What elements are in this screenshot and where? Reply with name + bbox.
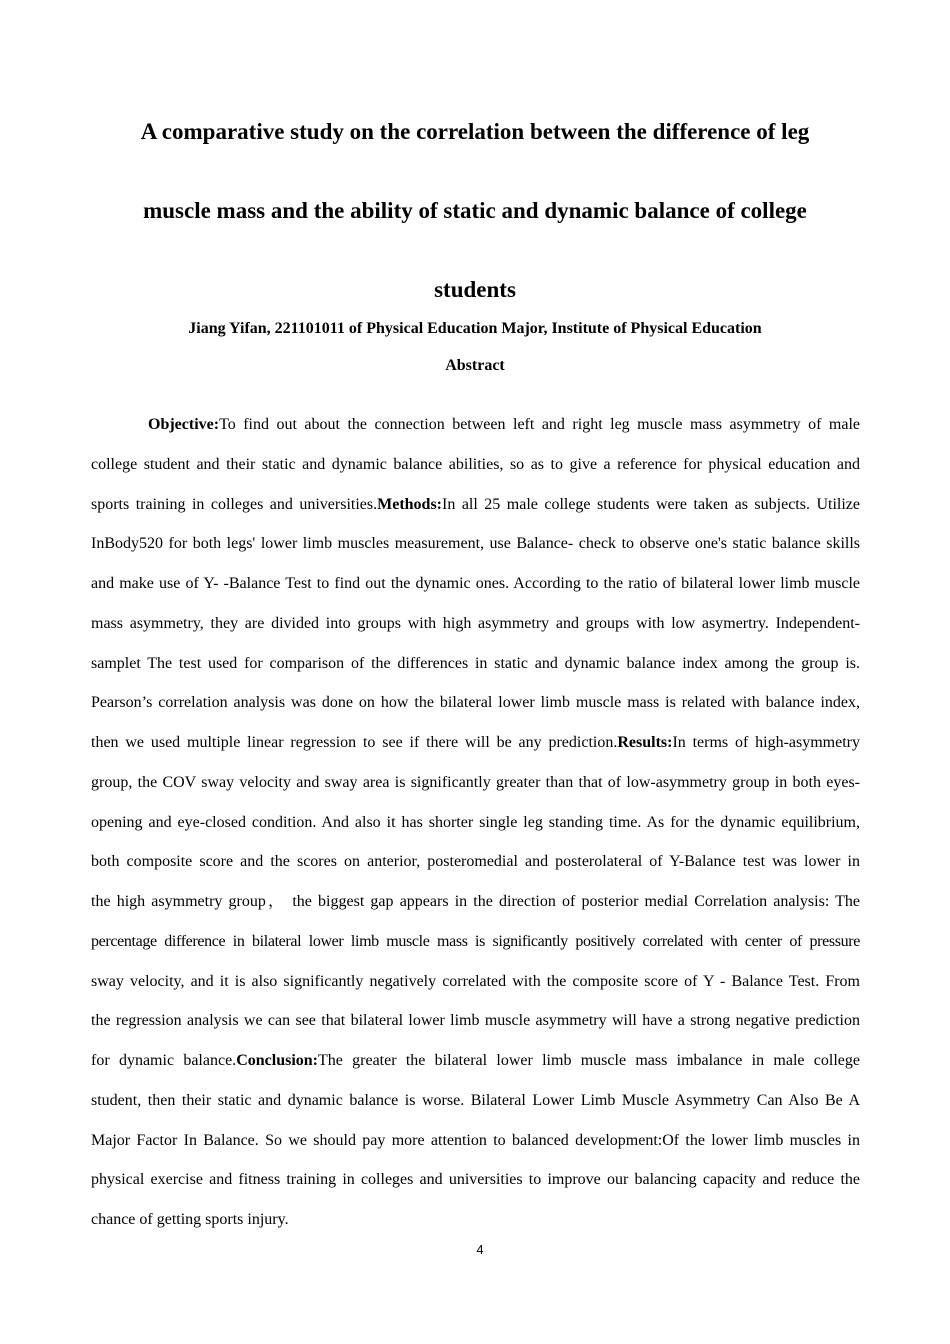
abstract-text: mass asymmetry, they are divided into groups with high asymmetry and groups with low asymertry. Independent- [91,614,860,632]
paper-title [100,92,850,329]
author-line: Jiang Yifan, 221101011 of Physical Education Major, Institute of Physical Education [188,320,762,337]
abstract-text: student, then their static and dynamic balance is worse. Bilateral Lower Limb Muscle Asymmetry Can Also Be A [91,1091,860,1109]
abstract-text: samplet The test used for comparison of the differences in static and dynamic balance index among the group is. [91,654,860,672]
abstract-text: both composite score and the scores on anterior, posteromedial and posterolateral of Y-Balance test was lower in [91,853,860,871]
abstract-text: the high asymmetry group， the biggest gap appears in the direction of posterior medial Correlation analysis: The [91,893,860,910]
abstract-text: sway velocity, and it is also significantly negatively correlated with the composite score of Y - Balance Test. From [91,972,860,990]
abstract-text: opening and eye-closed condition. And also it has shorter single leg standing time. As for the dynamic equilibrium, [91,813,860,831]
abstract-line [91,1121,860,1161]
abstract-line [91,1041,860,1081]
abstract-line [91,485,860,525]
abstract-text: InBody520 for both legs' lower limb muscles measurement, use Balance- check to observe one's static balance skills [91,535,860,553]
abstract-body [91,405,860,1240]
abstract-text: college student and their static and dynamic balance abilities, so as to give a reference for physical education and [91,455,860,473]
abstract-text: percentage difference in bilateral lower limb muscle mass is significantly positively correlated with center of pressure [91,932,860,950]
abstract-line [91,644,860,684]
abstract-line [91,882,860,922]
abstract-text: In all 25 male college students were taken as subjects. Utilize [442,495,861,513]
abstract-line [91,564,860,604]
section-label: Results: [617,734,673,751]
section-label: Conclusion: [236,1052,318,1069]
abstract-line [91,524,860,564]
abstract-line [91,1160,860,1200]
abstract-text: Major Factor In Balance. So we should pay more attention to balanced development:Of the lower limb muscles in [91,1131,860,1149]
abstract-line [91,962,860,1002]
abstract-text: then we used multiple linear regression to see if there will be any prediction. [91,734,618,751]
abstract-line [91,1200,860,1240]
abstract-text: Pearson’s correlation analysis was done on how the bilateral lower limb muscle mass is related with balance index, [91,694,860,712]
abstract-text: the regression analysis we can see that bilateral lower limb muscle asymmetry will have a strong negative prediction [91,1012,860,1030]
abstract-line [91,723,860,763]
abstract-line [91,1001,860,1041]
abstract-line [91,445,860,485]
title-line: A comparative study on the correlation between the difference of leg [140,119,810,144]
page-number: 4 [476,1242,484,1257]
abstract-text: To find out about the connection between left and right leg muscle mass asymmetry of male [219,416,860,433]
section-label: Methods: [377,495,443,513]
abstract-text: sports training in colleges and universities. [91,495,378,513]
abstract-text: chance of getting sports injury. [91,1211,289,1228]
abstract-line [91,763,860,803]
title-line: muscle mass and the ability of static and dynamic balance of college [143,198,807,223]
abstract-text: In terms of high-asymmetry [672,734,860,751]
abstract-text: The greater the bilateral lower limb muscle mass imbalance in male college [317,1052,860,1069]
abstract-line [91,683,860,723]
abstract-text: group, the COV sway velocity and sway area is significantly greater than that of low-asymmetry group in both eyes- [91,773,860,791]
abstract-line [91,842,860,882]
abstract-line [91,803,860,843]
abstract-heading: Abstract [445,357,505,374]
abstract-line [91,604,860,644]
abstract-line [91,405,860,445]
title-line: students [434,277,516,302]
section-label: Objective: [148,416,220,433]
abstract-line [91,922,860,962]
abstract-text: and make use of Y- -Balance Test to find out the dynamic ones. According to the ratio of bilateral lower limb muscle [91,575,860,592]
abstract-text: physical exercise and fitness training in colleges and universities to improve our balancing capacity and reduce the [91,1171,860,1189]
abstract-line [91,1081,860,1121]
abstract-text: for dynamic balance. [91,1052,237,1069]
